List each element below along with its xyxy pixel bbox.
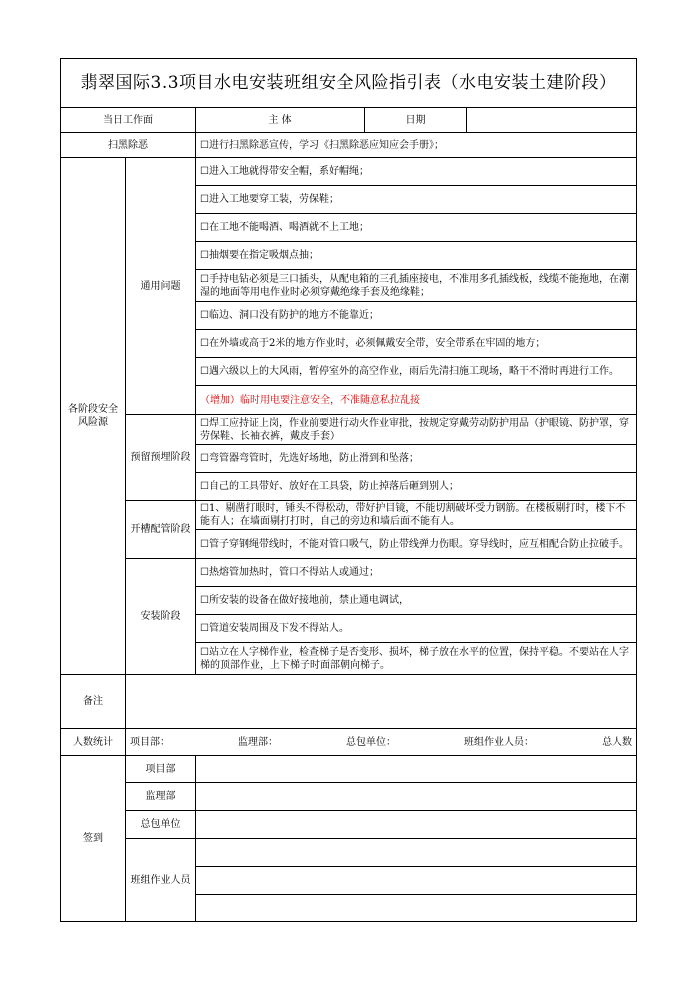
risk-item[interactable]: ☐站立在人字梯作业，检查梯子是否变形、损坏，梯子放在水平的位置，保持平稳。不要站在人字梯的顶部作业，上下梯子时面部朝向梯子。 — [196, 643, 637, 675]
headcount-label: 人数统计 — [61, 729, 126, 756]
sign-in-field[interactable] — [196, 811, 637, 839]
headcount-row — [126, 729, 637, 756]
form-title: 翡翠国际3.3项目水电安装班组安全风险指引表（水电安装土建阶段） — [61, 59, 637, 108]
date-label: 日期 — [365, 108, 467, 133]
anti-crime-item[interactable]: ☐进行扫黑除恶宣传，学习《扫黑除恶应知应会手册》； — [196, 133, 637, 158]
headcount-general-contractor: 总包单位： — [346, 736, 397, 748]
headcount-team-workers: 班组作业人员： — [464, 736, 535, 748]
sign-in-row-label: 监理部 — [126, 783, 196, 811]
safety-risk-form — [60, 58, 637, 922]
sign-in-row-label: 项目部 — [126, 756, 196, 783]
risk-item[interactable]: ☐自己的工具带好、放好在工具袋，防止掉落后砸到别人； — [196, 473, 637, 501]
risk-item[interactable]: ☐热熔管加热时，管口不得站人或通过； — [196, 559, 637, 587]
remarks-label: 备注 — [61, 675, 126, 729]
sign-in-row-label: 总包单位 — [126, 811, 196, 839]
risk-item[interactable]: ☐管子穿钢绳带线时，不能对管口吸气，防止带线弹力伤眼。穿导线时，应互相配合防止拉破手。 — [196, 530, 637, 559]
remarks-field[interactable] — [126, 675, 637, 729]
sign-in-field[interactable] — [196, 756, 637, 783]
anti-crime-label: 扫黑除恶 — [61, 133, 196, 158]
risk-item[interactable]: ☐抽烟要在指定吸烟点抽； — [196, 242, 637, 270]
risk-item[interactable]: ☐进入工地要穿工装，劳保鞋； — [196, 186, 637, 214]
risk-item[interactable]: ☐进入工地就得带安全帽，系好帽绳； — [196, 158, 637, 186]
risk-item[interactable]: ☐1、剔凿打眼时，锤头不得松动，带好护目镜，不能切割破坏受力钢筋。在楼板剔打时，楼下不能有人；在墙面剔打打时，自己的旁边和墙后面不能有人。 — [196, 501, 637, 530]
risk-item[interactable]: ☐所安装的设备在做好接地前，禁止通电调试， — [196, 587, 637, 615]
sign-in-field[interactable] — [196, 783, 637, 811]
group-label-general: 通用问题 — [126, 158, 196, 415]
risk-item[interactable]: ☐在外墙或高于2米的地方作业时，必须佩戴安全带，安全带系在牢固的地方； — [196, 330, 637, 358]
risk-item[interactable]: ☐焊工应持证上岗，作业前要进行动火作业审批，按规定穿戴劳动防护用品（护眼镜、防护罩，穿劳保鞋、长袖衣裤，戴皮手套） — [196, 415, 637, 445]
workface-label: 当日工作面 — [61, 108, 196, 133]
sign-in-field[interactable] — [196, 895, 637, 922]
risk-item[interactable]: ☐弯管器弯管时，先选好场地，防止滑到和坠落； — [196, 445, 637, 473]
risk-item[interactable]: ☐临边、洞口没有防护的地方不能靠近； — [196, 302, 637, 330]
headcount-total: 总人数 — [602, 736, 633, 748]
sign-in-row-label: 班组作业人员 — [126, 839, 196, 922]
headcount-supervision: 监理部： — [238, 736, 279, 748]
risk-item[interactable]: ☐管道安装周围及下发不得站人。 — [196, 615, 637, 643]
date-value[interactable] — [467, 108, 637, 133]
group-label-embedding: 预留预埋阶段 — [126, 415, 196, 501]
headcount-project: 项目部： — [130, 736, 170, 748]
risk-item-added[interactable]: （增加）临时用电要注意安全，不准随意私拉乱接 — [196, 386, 637, 415]
risk-item[interactable]: ☐手持电钻必须是三口插头，从配电箱的三孔插座接电，不准用多孔插线板，线缆不能拖地，在潮湿的地面等用电作业时必须穿戴绝缘手套及绝缘鞋； — [196, 270, 637, 302]
sign-in-field[interactable] — [196, 867, 637, 895]
group-label-grooving: 开槽配管阶段 — [126, 501, 196, 559]
subject-label: 主 体 — [196, 108, 365, 133]
risk-section-label: 各阶段安全风险源 — [61, 158, 126, 675]
sign-in-field[interactable] — [196, 839, 637, 867]
sign-in-label: 签到 — [61, 756, 126, 922]
group-label-installation: 安装阶段 — [126, 559, 196, 675]
risk-item[interactable]: ☐遇六级以上的大风雨，暂停室外的高空作业，雨后先清扫施工现场，略干不滑时再进行工作。 — [196, 358, 637, 386]
risk-item[interactable]: ☐在工地不能喝酒、喝酒就不上工地； — [196, 214, 637, 242]
